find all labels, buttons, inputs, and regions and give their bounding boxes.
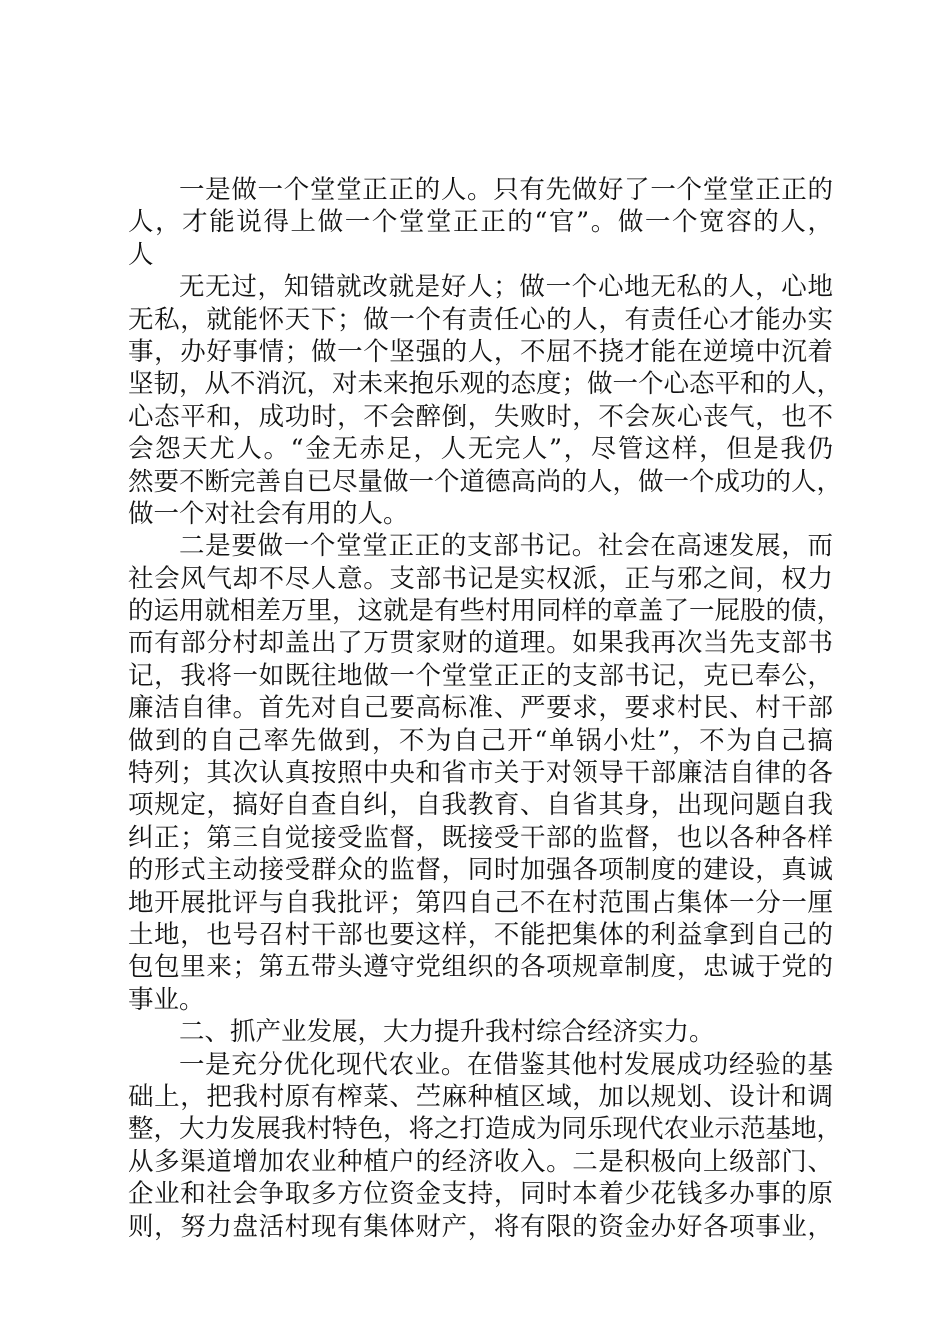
text-line: 纠正；第三自觉接受监督，既接受干部的监督，也以各种各样 [128, 822, 833, 853]
text-line: 心态平和，成功时，不会醉倒，失败时，不会灰心丧气，也不 [128, 401, 833, 432]
text-line: 做一个对社会有用的人。 [128, 498, 409, 529]
text-line: 项规定，搞好自查自纠，自我教育、自省其身，出现问题自我 [128, 790, 833, 821]
text-line: 二是要做一个堂堂正正的支部书记。社会在高速发展，而 [179, 531, 833, 562]
text-line: 无私，就能怀天下；做一个有责任心的人，有责任心才能办实 [128, 304, 833, 335]
text-line: 企业和社会争取多方位资金支持，同时本着少花钱多办事的原 [128, 1179, 833, 1210]
text-line: 的运用就相差万里，这就是有些村用同样的章盖了一屁股的债， [128, 596, 843, 627]
text-line: 社会风气却不尽人意。支部书记是实权派，正与邪之间，权力 [128, 563, 833, 594]
text-line: 础上，把我村原有榨菜、苎麻种植区域，加以规划、设计和调 [128, 1081, 833, 1112]
document-body [128, 174, 843, 1243]
section-heading: 二、抓产业发展，大力提升我村综合经济实力。 [179, 1017, 715, 1048]
text-line: 做到的自己率先做到，不为自己开“单锅小灶”，不为自己搞 [128, 725, 833, 756]
text-line: 一是充分优化现代农业。在借鉴其他村发展成功经验的基 [179, 1049, 833, 1080]
text-line: 从多渠道增加农业种植户的经济收入。二是积极向上级部门、 [128, 1146, 833, 1177]
text-line: 无无过，知错就改就是好人；做一个心地无私的人，心地 [179, 272, 833, 303]
text-line: 记，我将一如既往地做一个堂堂正正的支部书记，克已奉公， [128, 660, 833, 691]
text-line: 人 [128, 239, 154, 270]
text-line: 的形式主动接受群众的监督，同时加强各项制度的建设，真诚 [128, 855, 833, 886]
text-line: 地开展批评与自我批评；第四自己不在村范围占集体一分一厘 [128, 887, 833, 918]
text-line: 人，才能说得上做一个堂堂正正的“官”。做一个宽容的人， [128, 207, 833, 238]
text-line: 一是做一个堂堂正正的人。只有先做好了一个堂堂正正的 [179, 175, 833, 205]
text-line: 土地，也号召村干部也要这样，不能把集体的利益拿到自己的 [128, 919, 833, 950]
text-line: 整，大力发展我村特色，将之打造成为同乐现代农业示范基地， [128, 1114, 843, 1145]
text-line: 包包里来；第五带头遵守党组织的各项规章制度，忠诚于党的 [128, 952, 833, 983]
text-line: 事业。 [128, 984, 205, 1015]
text-line: 则，努力盘活村现有集体财产，将有限的资金办好各项事业， [128, 1211, 833, 1242]
text-line: 坚韧，从不消沉，对未来抱乐观的态度；做一个心态平和的人， [128, 369, 843, 400]
text-line: 廉洁自律。首先对自己要高标准、严要求，要求村民、村干部 [128, 693, 833, 724]
text-line: 事，办好事情；做一个坚强的人，不屈不挠才能在逆境中沉着 [128, 336, 833, 367]
text-line: 特列；其次认真按照中央和省市关于对领导干部廉洁自律的各 [128, 758, 833, 789]
text-line: 会怨天尤人。“金无赤足，人无完人”，尽管这样，但是我仍 [128, 434, 833, 465]
text-line: 然要不断完善自已尽量做一个道德高尚的人，做一个成功的人， [128, 466, 843, 497]
text-line: 而有部分村却盖出了万贯家财的道理。如果我再次当先支部书 [128, 628, 833, 659]
